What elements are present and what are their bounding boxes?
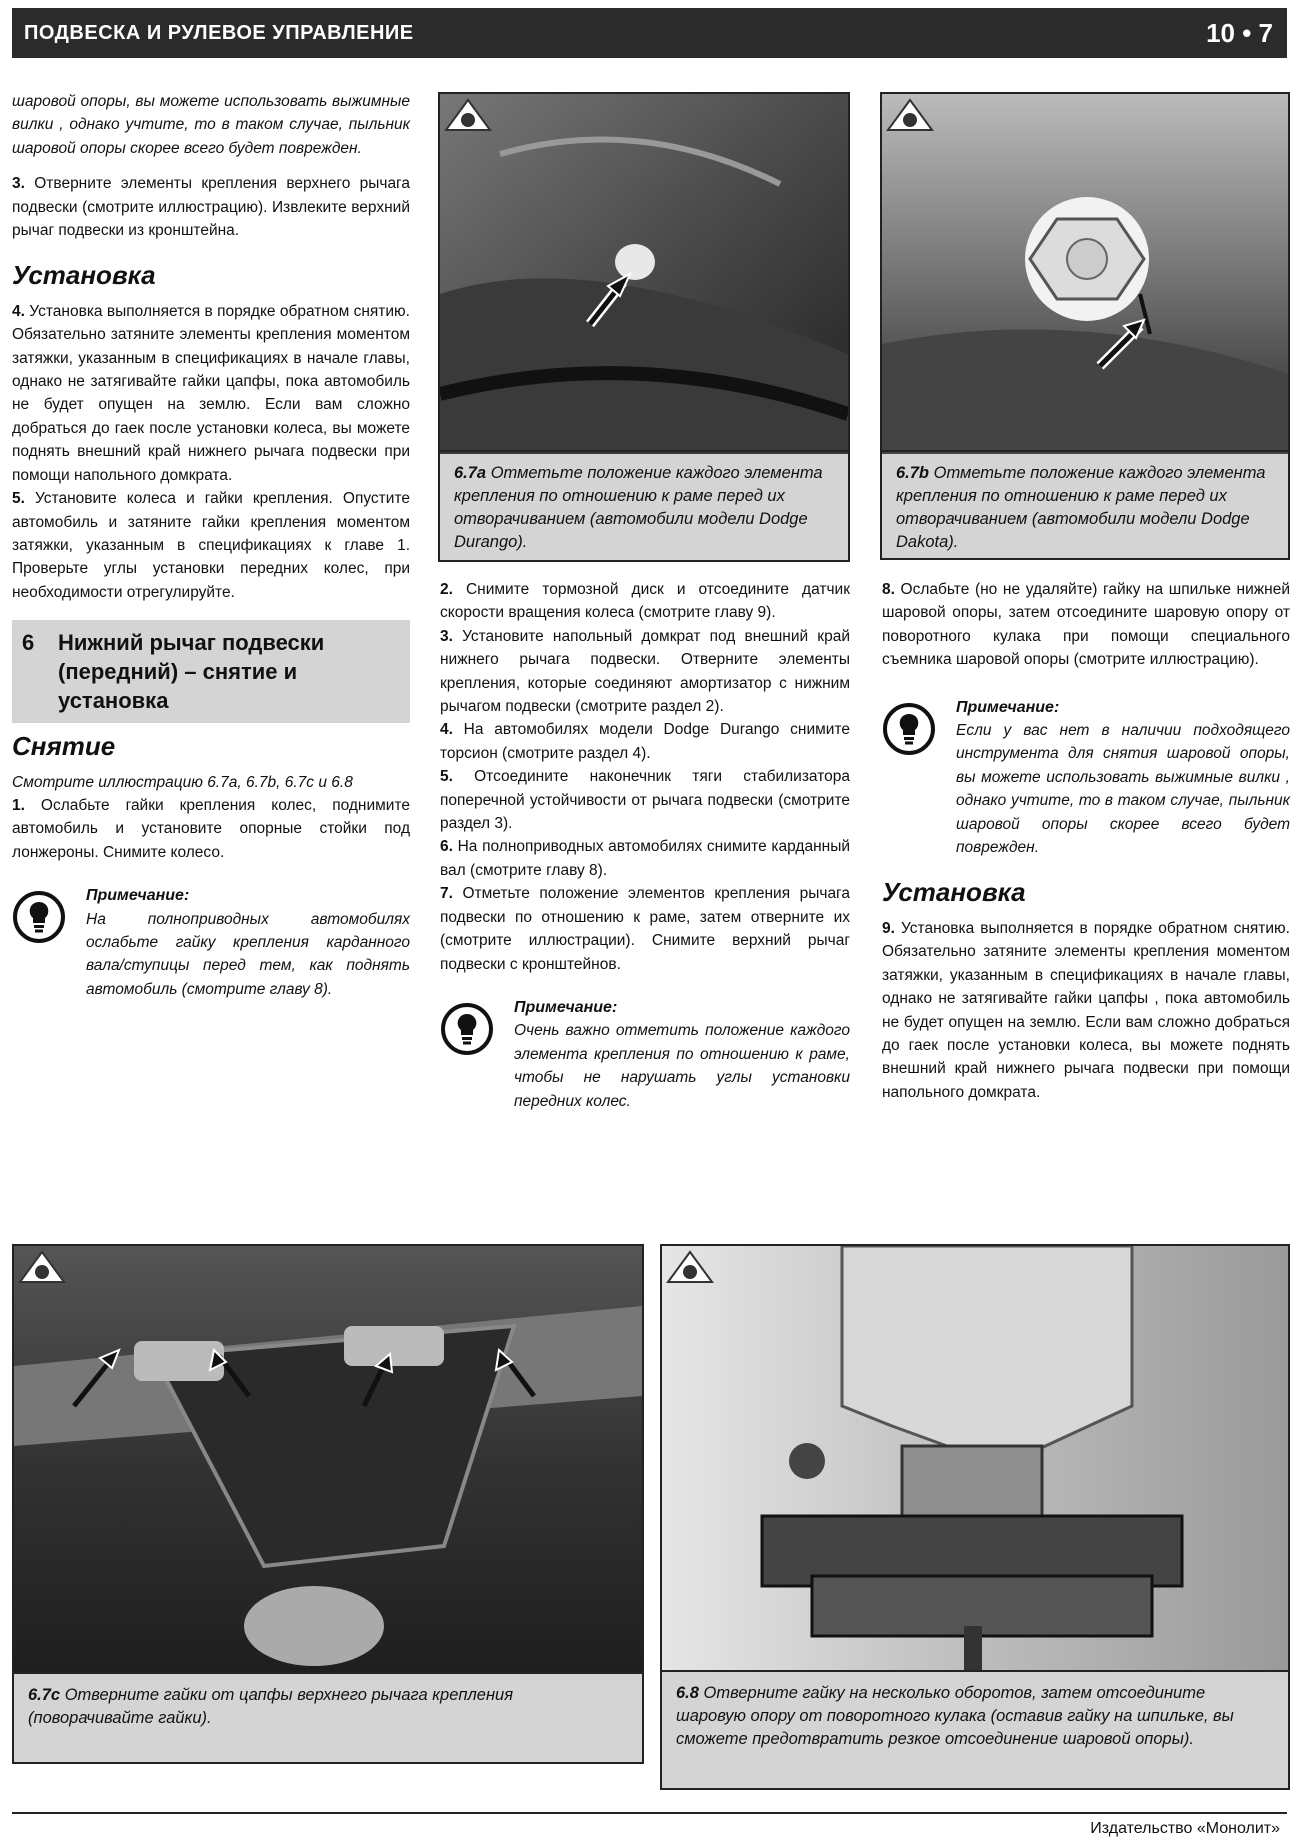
step-8: 8. Ослабьте (но не удаляйте) гайку на шпильке нижней шаровой опоры, затем отсоедините шаровую опору от поворотного кулака при помощи специального съемника шаровой опоры (смотрите иллюстрацию). bbox=[882, 581, 1290, 669]
note-title: Примечание: bbox=[514, 998, 618, 1016]
step-3: 3. Отверните элементы крепления верхнего рычага подвески (смотрите иллюстрацию). Извлеките верхний рычаг подвески из кронштейна. bbox=[12, 175, 410, 240]
step-3b: 3. Установите напольный домкрат под внешний край нижнего рычага подвески. Отверните элементы крепления, которые соединяют амортизатор с нижним рычагом подвески (смотрите раздел 2). bbox=[440, 627, 850, 716]
install-heading: Установка bbox=[12, 260, 156, 291]
note-block bbox=[882, 696, 1290, 860]
note-text: Очень важно отметить положение каждого элемента крепления по отношению к раме, чтобы не нарушать углы установки передних колес. bbox=[514, 1022, 850, 1110]
step-1: 1. Ослабьте гайки крепления колес, поднимите автомобиль и установите опорные стойки под лонжероны. Снимите колесо. bbox=[12, 796, 410, 861]
footer-rule bbox=[12, 1812, 1287, 1814]
fig-number: 6.7b bbox=[896, 464, 930, 482]
photo-frame-dakota bbox=[882, 94, 1288, 454]
lightbulb-icon bbox=[882, 702, 936, 756]
note-block bbox=[440, 996, 850, 1113]
see-illustrations: Смотрите иллюстрацию 6.7a, 6.7b, 6.7c и 6.8 bbox=[12, 773, 353, 791]
section-title: Нижний рычаг подвески (передний) – снятие и установка bbox=[58, 630, 325, 714]
step-4: 4. Установка выполняется в порядке обратном снятию. Обязательно затяните элементы крепления моментом затяжки, указанным в спецификациях в начале главы, однако не затягивайте гайки цапфы, пока автомобиль не будет опущен на землю. Если вам сложно добраться до гаек после установки колеса, вы можете поднять внешний край нижнего рычага подвески при помощи напольного домкрата. bbox=[12, 302, 410, 484]
lightbulb-icon bbox=[440, 1002, 494, 1056]
page-number: 10 • 7 bbox=[1206, 17, 1273, 48]
note-title: Примечание: bbox=[86, 887, 190, 905]
step-7: 7. Отметьте положение элементов крепления рычага подвески по отношению к раме, затем отверните их (смотрите иллюстрации). Снимите верхний рычаг подвески с кронштейнов. bbox=[440, 885, 850, 973]
removal-heading: Снятие bbox=[12, 731, 116, 762]
photo-frame-upper-arm bbox=[14, 1246, 642, 1674]
figure-6-7a bbox=[438, 92, 850, 562]
note-title: Примечание: bbox=[956, 698, 1060, 716]
publisher-credit: Издательство «Монолит» bbox=[1090, 1820, 1280, 1837]
page-header bbox=[12, 8, 1287, 58]
step-2: 2. Снимите тормозной диск и отсоедините датчик скорости вращения колеса (смотрите главу 9). bbox=[440, 581, 850, 622]
caption-6-7b: 6.7b Отметьте положение каждого элемента крепления по отношению к раме перед их отворачиванием (автомобили модели Dodge Dakota). bbox=[882, 450, 1288, 558]
column-3 bbox=[882, 578, 1290, 1104]
step-9: 9. Установка выполняется в порядке обратном снятию. Обязательно затяните элементы крепления моментом затяжки, указанным в спецификациях в начале главы, однако не затягивайте гайки цапфы , пока автомобиль не будет опущен на землю. Если вам сложно добраться до гаек после установки колеса, вы можете поднять внешний край нижнего рычага подвески при помощи напольного домкрата. bbox=[882, 919, 1290, 1101]
install-heading: Установка bbox=[882, 877, 1026, 908]
running-title: ПОДВЕСКА И РУЛЕВОЕ УПРАВЛЕНИЕ bbox=[24, 21, 414, 44]
note-block bbox=[12, 884, 410, 1001]
section-number: 6 bbox=[22, 630, 35, 656]
note-text: На полноприводных автомобилях ослабьте гайку крепления карданного вала/ступицы перед тем, как поднять автомобиль (смотрите главу 8). bbox=[86, 910, 410, 998]
step-5b: 5. Отсоедините наконечник тяги стабилизатора поперечной устойчивости от рычага подвески (смотрите раздел 3). bbox=[440, 768, 850, 833]
lightbulb-icon bbox=[12, 890, 66, 944]
photo-frame-durango bbox=[440, 94, 848, 454]
step-4b: 4. На автомобилях модели Dodge Durango снимите торсион (смотрите раздел 4). bbox=[440, 721, 850, 762]
step-6: 6. На полноприводных автомобилях снимите карданный вал (смотрите главу 8). bbox=[440, 838, 850, 879]
figure-6-8 bbox=[660, 1244, 1290, 1790]
caption-6-7a: 6.7a Отметьте положение каждого элемента крепления по отношению к раме перед их отворачиванием (автомобили модели Dodge Durango). bbox=[440, 450, 848, 560]
fig-number: 6.8 bbox=[676, 1684, 699, 1702]
figure-6-7c bbox=[12, 1244, 644, 1764]
step-5: 5. Установите колеса и гайки крепления. Опустите автомобиль и затяните гайки крепления моментом затяжки, указанным в спецификациях к главе 1. Проверьте углы установки передних колес, при необходимости отрегулируйте. bbox=[12, 490, 410, 601]
fig-number: 6.7c bbox=[28, 1686, 61, 1704]
caption-6-8: 6.8 Отверните гайку на несколько оборотов, затем отсоедините шаровую опору от поворотного кулака (оставив гайку на шпильке, вы сможете предотвратить резкое отсоединение шаровой опоры). bbox=[662, 1670, 1288, 1788]
fig-number: 6.7a bbox=[454, 464, 487, 482]
column-1 bbox=[12, 90, 410, 1001]
caption-6-7c: 6.7c Отверните гайки от цапфы верхнего рычага крепления (поворачивайте гайки). bbox=[14, 1672, 642, 1762]
note-text: Если у вас нет в наличии подходящего инструмента для снятия шаровой опоры, вы можете использовать выжимные вилки , однако учтите, то в таком случае, пыльник шаровой опоры скорее всего будет поврежден. bbox=[956, 722, 1290, 857]
photo-frame-ball-joint bbox=[662, 1246, 1288, 1672]
column-2 bbox=[440, 578, 850, 1113]
paragraph-continued: шаровой опоры, вы можете использовать выжимные вилки , однако учтите, то в таком случае, пыльник шаровой опоры скорее всего будет поврежден. bbox=[12, 93, 410, 157]
figure-6-7b bbox=[880, 92, 1290, 560]
section-heading-box bbox=[12, 620, 410, 723]
